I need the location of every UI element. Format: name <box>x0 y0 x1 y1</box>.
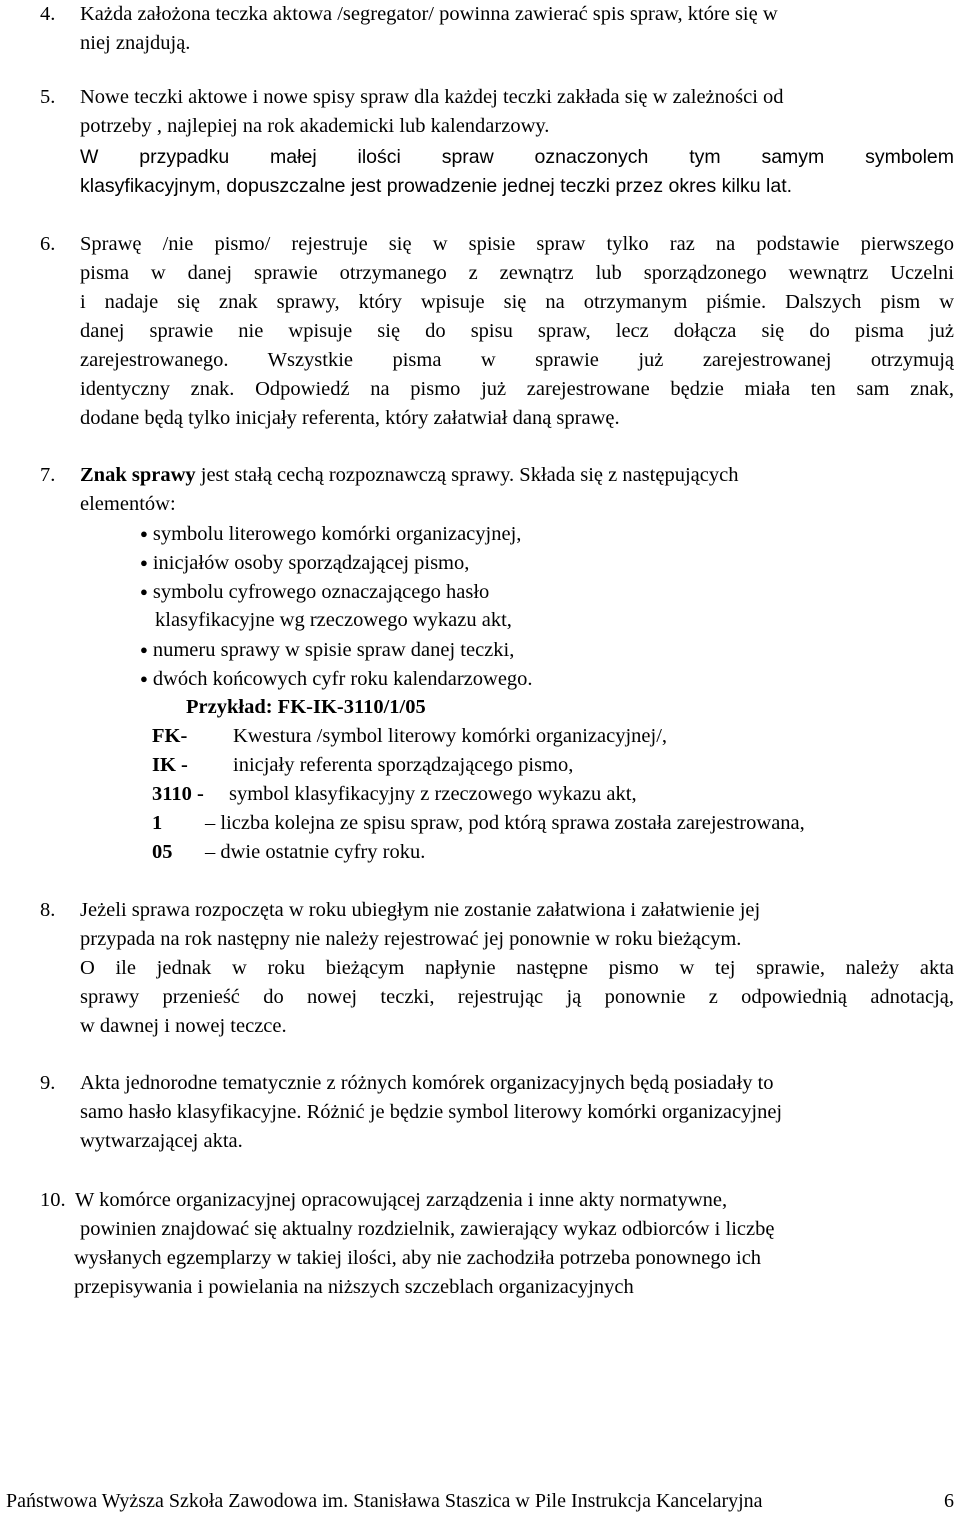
bullet-item <box>140 519 521 548</box>
item-6-line: dodane będą tylko inicjały referenta, który załatwiał daną sprawę. <box>80 407 620 429</box>
bullet-icon: ● <box>140 526 148 541</box>
legend-desc: – liczba kolejna ze spisu spraw, pod którą sprawa została zarejestrowana, <box>205 812 805 834</box>
legend-code: FK- <box>152 725 188 747</box>
legend-desc: – dwie ostatnie cyfry roku. <box>205 841 426 863</box>
item-8-line: sprawy przenieść do nowej teczki, rejestrując ją ponownie z odpowiednią adnotacją, <box>80 986 954 1008</box>
item-10-number: 10. <box>40 1189 66 1211</box>
item-5-line: Nowe teczki aktowe i nowe spisy spraw dla każdej teczki zakłada się w zależności od <box>80 86 784 108</box>
item-4-line: Każda założona teczka aktowa /segregator/ powinna zawierać spis spraw, które się w <box>80 3 778 25</box>
item-5-line: W przypadku małej ilości spraw oznaczonych tym samym symbolem <box>80 146 954 168</box>
item-7-line-rest: jest stałą cechą rozpoznawczą sprawy. Składa się z następujących <box>195 464 739 486</box>
item-10-line: powinien znajdować się aktualny rozdzielnik, zawierający wykaz odbiorców i liczbę <box>80 1218 775 1240</box>
item-4-number: 4. <box>40 3 56 25</box>
legend-code: 05 <box>152 841 173 863</box>
item-9-line: Akta jednorodne tematycznie z różnych komórek organizacyjnych będą posiadały to <box>80 1072 774 1094</box>
item-6-number: 6. <box>40 233 56 255</box>
example-heading: Przykład: FK-IK-3110/1/05 <box>186 696 426 718</box>
item-6-line: i nadaje się znak sprawy, który wpisuje się na otrzymanym piśmie. Dalszych pism w <box>80 291 954 313</box>
bullet-icon: ● <box>140 555 148 570</box>
item-10-line: wysłanych egzemplarzy w takiej ilości, aby nie zachodziła potrzeba ponownego ich <box>74 1247 762 1269</box>
item-8-line: Jeżeli sprawa rozpoczęta w roku ubiegłym nie zostanie załatwiona i załatwienie jej <box>80 899 761 921</box>
legend-code: IK - <box>152 754 188 776</box>
page-number: 6 <box>944 1490 954 1512</box>
bullet-text: inicjałów osoby sporządzającej pismo, <box>152 552 470 574</box>
item-8-line: przypada na rok następny nie należy rejestrować jej ponownie w roku bieżącym. <box>80 928 742 950</box>
item-7-line: elementów: <box>80 493 176 515</box>
item-5-line: klasyfikacyjnym, dopuszczalne jest prowadzenie jednej teczki przez okres kilku lat. <box>80 175 793 197</box>
item-8-line: O ile jednak w roku bieżącym napłynie następne pismo w tej sprawie, należy akta <box>80 957 954 979</box>
item-6-line: zarejestrowanego. Wszystkie pisma w sprawie już zarejestrowanej otrzymują <box>80 349 954 371</box>
bullet-icon: ● <box>140 642 148 657</box>
item-8-number: 8. <box>40 899 56 921</box>
bullet-item <box>140 548 469 577</box>
bullet-icon: ● <box>140 584 148 599</box>
item-7-number: 7. <box>40 464 56 486</box>
item-6-line: Sprawę /nie pismo/ rejestruje się w spisie spraw tylko raz na podstawie pierwszego <box>80 233 954 255</box>
legend-desc: symbol klasyfikacyjny z rzeczowego wykazu akt, <box>229 783 637 805</box>
item-6-line: identyczny znak. Odpowiedź na pismo już zarejestrowane będzie miała ten sam znak, <box>80 378 954 400</box>
bullet-item <box>140 577 489 606</box>
legend-code: 1 <box>152 812 163 834</box>
item-9-number: 9. <box>40 1072 56 1094</box>
item-6-line: danej sprawie nie wpisuje się do spisu spraw, lecz dołącza się do pisma już <box>80 320 954 342</box>
item-5-line: potrzeby , najlepiej na rok akademicki lub kalendarzowy. <box>80 115 550 137</box>
legend-code: 3110 - <box>152 783 204 805</box>
item-10-line: W komórce organizacyjnej opracowującej zarządzenia i inne akty normatywne, <box>75 1189 728 1211</box>
item-6-line: pisma w danej sprawie otrzymanego z zewnątrz lub sporządzonego wewnątrz Uczelni <box>80 262 954 284</box>
footer-text: Państwowa Wyższa Szkoła Zawodowa im. Stanisława Staszica w Pile Instrukcja Kancelaryjna <box>6 1490 763 1512</box>
bullet-text: symbolu literowego komórki organizacyjnej, <box>152 523 522 545</box>
bullet-item <box>140 664 533 693</box>
bullet-item <box>140 635 514 664</box>
bullet-icon: ● <box>140 671 148 686</box>
item-5-number: 5. <box>40 86 56 108</box>
item-10-line: przepisywania i powielania na niższych szczeblach organizacyjnych <box>74 1276 634 1298</box>
item-9-line: samo hasło klasyfikacyjne. Różnić je będzie symbol literowy komórki organizacyjnej <box>80 1101 783 1123</box>
legend-desc: Kwestura /symbol literowy komórki organizacyjnej/, <box>233 725 668 747</box>
bold-term: Znak sprawy <box>80 464 196 486</box>
item-7-line <box>80 461 738 490</box>
bullet-text: symbolu cyfrowego oznaczającego hasło <box>152 581 490 603</box>
item-9-line: wytwarzającej akta. <box>80 1130 243 1152</box>
item-8-line: w dawnej i nowej teczce. <box>80 1015 287 1037</box>
bullet-text: dwóch końcowych cyfr roku kalendarzowego. <box>152 668 533 690</box>
legend-desc: inicjały referenta sporządzającego pismo, <box>233 754 574 776</box>
bullet-text: numeru sprawy w spisie spraw danej teczki, <box>152 639 515 661</box>
item-4-line: niej znajdują. <box>80 32 191 54</box>
bullet-continuation: klasyfikacyjne wg rzeczowego wykazu akt, <box>155 609 512 631</box>
